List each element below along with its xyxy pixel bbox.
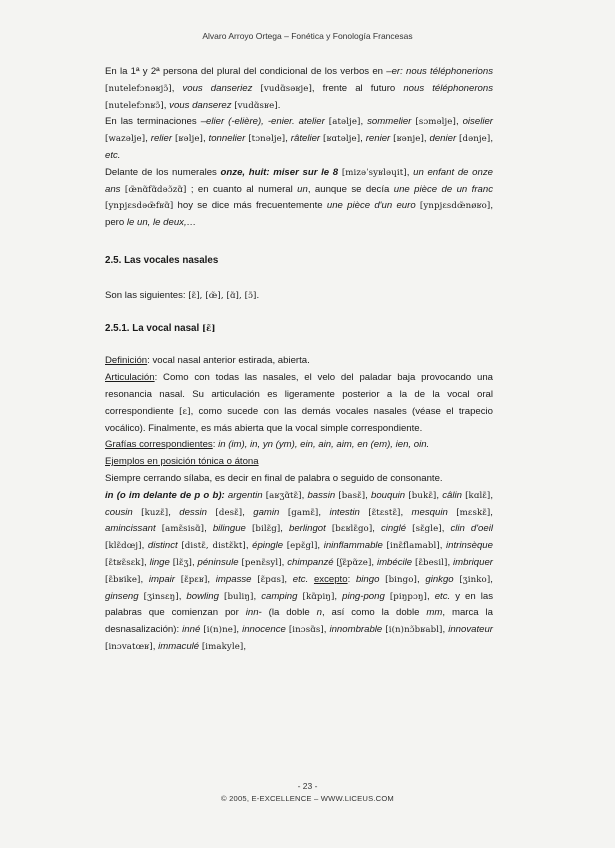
articulation-label: Articulación — [105, 372, 155, 384]
ipa-transcription: [ʒinsɛŋ] — [143, 591, 179, 602]
ipa-transcription: [ɛ̃bʁike] — [105, 574, 141, 585]
examples-paragraph — [105, 488, 493, 656]
example-word: berlingot — [289, 523, 326, 535]
text: : — [212, 439, 219, 451]
example-word: ginkgo — [425, 573, 454, 585]
ipa-transcription: [ynpjɛsdəœ̃fʁɑ̃] — [105, 201, 174, 212]
example-word: distinct — [147, 540, 178, 552]
examples-lead: in (o im delante de p o b): — [105, 489, 228, 501]
example-word: dessin — [179, 506, 207, 518]
ipa-transcription: [sɔməlje] — [415, 117, 456, 128]
exceptions-label: excepto — [313, 573, 348, 585]
paragraph-numerals — [105, 165, 493, 232]
example-word: innovateur — [448, 624, 493, 636]
example-word: ginseng — [105, 590, 139, 602]
text: . — [256, 289, 260, 301]
example-word: sommelier — [367, 116, 412, 128]
ipa-transcription: [i(n)nɔ̃bʁabl] — [385, 625, 443, 636]
text: , así como la doble — [321, 607, 427, 619]
definition-label: Definición — [105, 355, 148, 367]
ipa-transcription: [ɛ̃] — [201, 323, 216, 334]
example-word: inn- — [245, 607, 262, 619]
ipa-transcription: [kɑlɛ̃] — [465, 490, 491, 501]
text: ; en cuanto al numeral — [186, 183, 298, 195]
ipa-transcription: [imakyle] — [201, 641, 244, 652]
example-word: râtelier — [290, 133, 321, 145]
example-word: renier — [365, 133, 391, 145]
ipa-transcription: [piŋpɔŋ] — [389, 591, 427, 602]
ipa-transcription: [ʁəlje] — [174, 134, 203, 145]
ipa-transcription: [ʃɛ̃pɑ̃ze] — [336, 557, 372, 568]
ipa-transcription: [inɛ̃flamabl] — [386, 541, 440, 552]
example-word: innombrable — [329, 624, 383, 636]
ipa-transcription: [nutelefɔnəʁjɔ̃] — [105, 83, 172, 94]
example-word: bingo — [355, 573, 380, 585]
ipa-transcription: [aʁʒɑ̃tɛ̃] — [265, 490, 302, 501]
ipa-transcription: [inɔvatœʁ] — [105, 641, 153, 652]
example-word: intestin — [329, 506, 360, 518]
ipa-transcription: [dənje] — [459, 134, 491, 145]
example-word: onze, huit: miser sur le 8 — [220, 166, 339, 178]
example-word: immaculé — [158, 640, 200, 652]
ipa-transcription: [epɛ̃gl] — [286, 541, 318, 552]
text: , — [171, 82, 183, 94]
text: , — [406, 166, 414, 178]
example-word: inné — [182, 624, 201, 636]
copyright-footer: © 2005, E-EXCELLENCE – WWW.LICEUS.COM — [221, 794, 394, 803]
example-word: argentin — [227, 489, 263, 501]
text: (la doble — [261, 607, 317, 619]
example-word: –elier (-elière), -enier. atelier — [200, 116, 325, 128]
ipa-transcription: [bɛʁlɛ̃go] — [331, 524, 373, 535]
ipa-transcription: [vudɑ̃sʁe] — [234, 100, 278, 111]
ipa-transcription: [tɔnəlje] — [248, 134, 286, 145]
ipa-transcription: [sɛ̃gle] — [412, 524, 442, 535]
text: , — [285, 133, 291, 145]
text: , — [490, 133, 493, 145]
text: , marca la desnasalización): — [105, 607, 494, 636]
text: Delante de los numerales — [105, 166, 221, 178]
ipa-transcription: [ɛ̃tɛstɛ̃] — [368, 507, 401, 518]
ipa-transcription: [amɛ̃sisɑ̃] — [161, 524, 205, 535]
ipa-transcription: [ɛ] — [179, 406, 191, 417]
ipa-transcription: [ɛ̃besil] — [415, 557, 448, 568]
text: , pero — [105, 200, 493, 229]
ipa-transcription: [mɛskɛ̃] — [456, 507, 491, 518]
example-word: épingle — [252, 540, 284, 552]
text: , — [202, 133, 209, 145]
example-word: vous danserez — [169, 99, 232, 111]
exceptions-list: bingo [bingo], ginkgo [ʒinko], ginseng [ʒinsɛŋ], bowling [buliŋ], camping [kɑ̃piŋ], ping-pong [piŋpɔŋ], — [105, 573, 493, 602]
spellings-list: in (im), in, yn (ym), ein, ain, aim, en (em), ien, oin. — [218, 439, 430, 451]
example-word: mesquin — [411, 506, 448, 518]
ipa-transcription: [kɑ̃piŋ] — [302, 591, 335, 602]
text: , como sucede con las demás vocales nasales (véase el trapecio vocálico). Finalmente, es más abierta que la vocal simple correspondiente. — [105, 405, 494, 434]
ipa-transcription: [buliŋ] — [224, 591, 254, 602]
example-word: un — [297, 183, 308, 195]
ipa-transcription: [bilɛ̃g] — [251, 524, 281, 535]
paragraph-conditional — [105, 64, 493, 114]
example-word: un enfant de onze ans — [105, 166, 493, 195]
spellings-line — [105, 437, 493, 454]
text: : vocal nasal anterior estirada, abierta. — [147, 355, 310, 367]
example-word: bilingue — [212, 523, 246, 535]
ipa-transcription: [basɛ̃] — [338, 490, 366, 501]
articulation-paragraph — [105, 370, 493, 437]
page-content — [105, 64, 493, 656]
page-number: - 23 - — [297, 781, 318, 791]
paragraph-nasal-list — [105, 288, 493, 305]
example-word: impair — [148, 573, 175, 585]
example-word: n — [316, 607, 322, 619]
ipa-transcription: [ɛ̃tʁɛ̃sɛk] — [105, 557, 145, 568]
example-word: câlin — [442, 489, 462, 501]
text: , — [163, 99, 170, 111]
example-word: imbriquer — [453, 556, 493, 568]
running-header: Alvaro Arroyo Ortega – Fonética y Fonología Francesas — [202, 31, 413, 41]
example-word: etc. — [434, 590, 451, 602]
text: , — [145, 133, 151, 145]
ipa-transcription: [penɛ̃syl] — [241, 557, 282, 568]
definition-line — [105, 353, 493, 370]
text: : — [347, 573, 356, 585]
ipa-transcription: [œ̃nɑ̃fɑ̃dəɔ̃zɑ̃] — [124, 184, 187, 195]
ipa-transcription: [ʁənje] — [393, 134, 424, 145]
example-word: le un, le deux,… — [126, 217, 197, 229]
denasalization-list: inné [i(n)ne], innocence [inɔsɑ̃s], innombrable [i(n)nɔ̃bʁabl], innovateur [inɔvatœʁ], immaculé [imakyle], — [105, 624, 493, 652]
example-word: oiselier — [462, 116, 493, 128]
ipa-transcription: [bingo] — [385, 574, 417, 585]
ipa-transcription: [ɛ̃pɑs] — [257, 574, 285, 585]
heading-text: 2.5.1. La vocal nasal — [105, 322, 202, 334]
ipa-transcription: [inɔsɑ̃s] — [288, 625, 324, 636]
ipa-transcription: [atəlje] — [328, 117, 361, 128]
example-word: mm — [426, 607, 443, 619]
examples-list: argentin [aʁʒɑ̃tɛ̃], bassin [basɛ̃], bouquin [bukɛ̃], câlin [kɑlɛ̃], cousin [kuzɛ̃], dessin [desɛ̃], gamin [gamɛ̃], intestin [ɛ̃tɛstɛ̃], mesquin [mɛskɛ̃], amincissant [amɛ̃sisɑ̃], bilingue [bilɛ̃g], berlingot [bɛʁlɛ̃go], cinglé [sɛ̃gle], clin d'oeil [klɛ̃dœj], distinct [distɛ̃, distɛ̃kt], épingle [epɛ̃gl], ininflammable [inɛ̃flamabl], intrinsèque [ɛ̃tʁɛ̃sɛk], linge [lɛ̃ʒ], péninsule [penɛ̃syl], chimpanzé [ʃɛ̃pɑ̃ze], imbécile [ɛ̃besil], imbriquer [ɛ̃bʁike], impair [ɛ̃pɛʁ], impasse [ɛ̃pɑs], etc. — [105, 489, 493, 585]
ipa-transcription: [gamɛ̃] — [287, 507, 319, 518]
text: : Como con todas las nasales, el velo del paladar baja provocando una resonancia nasal. Su articulación es ligeramente posterior a la de la vocal oral correspondiente — [105, 372, 493, 417]
example-word: cinglé — [381, 523, 407, 535]
text: . — [277, 99, 281, 111]
example-word: linge — [149, 556, 170, 568]
example-word: tonnelier — [208, 133, 246, 145]
ipa-transcription: [distɛ̃, distɛ̃kt] — [181, 541, 246, 552]
example-word: cousin — [105, 506, 133, 518]
example-word: ping-pong — [342, 590, 385, 602]
text: , — [423, 133, 430, 145]
ipa-transcription: [mizəˈsyʁləɥit] — [341, 167, 407, 178]
example-word: amincissant — [105, 523, 156, 535]
paragraph-terminations — [105, 114, 493, 164]
example-word: péninsule — [197, 556, 239, 568]
text: y en las palabras que comienzan por — [105, 590, 493, 619]
example-word: gamin — [253, 506, 280, 518]
example-word: une pièce d'un euro — [326, 200, 416, 212]
ipa-transcription: [lɛ̃ʒ] — [172, 557, 192, 568]
example-word: vous danseriez — [182, 82, 253, 94]
ipa-transcription: [kuzɛ̃] — [141, 507, 169, 518]
section-heading-vowel-e-nasal — [105, 321, 493, 338]
ipa-transcription: [ɛ̃pɛʁ] — [180, 574, 208, 585]
text: hoy se dice más frecuentemente — [173, 200, 327, 212]
text: En la 1ª y 2ª persona del plural del condicional de los verbos en — [105, 66, 387, 77]
example-word: etc. — [292, 573, 309, 585]
example-word: imbécile — [376, 556, 413, 568]
text: , aunque se decía — [307, 183, 394, 195]
example-word: innocence — [242, 624, 286, 636]
examples-label: Ejemplos en posición tónica o átona — [105, 456, 259, 468]
text: , — [360, 116, 368, 128]
example-word: impasse — [215, 573, 252, 585]
example-word: une pièce de un franc — [393, 183, 494, 195]
ipa-transcription: [ʁɑtəlje] — [323, 134, 361, 145]
ipa-transcription: [i(n)ne] — [203, 625, 237, 636]
example-word: bassin — [307, 489, 336, 501]
example-word: etc. — [105, 149, 121, 161]
ipa-transcription: [ɛ̃], [œ̃], [ɑ̃], [ɔ̃] — [188, 290, 257, 301]
ipa-transcription: [nutelefɔnʁɔ̃] — [105, 100, 164, 111]
example-word: camping — [261, 590, 298, 602]
example-word: intrinsèque — [446, 540, 493, 552]
example-word: clin d'oeil — [450, 523, 493, 535]
text: , — [360, 133, 366, 145]
examples-heading — [105, 454, 493, 471]
ipa-transcription: [bukɛ̃] — [408, 490, 437, 501]
example-word: denier — [429, 133, 457, 145]
example-word: bouquin — [371, 489, 406, 501]
examples-intro: Siempre cerrando sílaba, es decir en final de palabra o seguido de consonante. — [105, 472, 443, 484]
ipa-transcription: [klɛ̃dœj] — [105, 541, 142, 552]
ipa-transcription: [ʒinko] — [459, 574, 491, 585]
example-word: nous téléphonerons — [403, 82, 493, 94]
example-word: bowling — [186, 590, 219, 602]
ipa-transcription: [vudɑ̃səʁje] — [260, 83, 312, 94]
ipa-transcription: [ynpjɛsdœ̃nøʁo] — [419, 201, 491, 212]
text: Son las siguientes: — [105, 289, 189, 301]
text: , frente al futuro — [311, 82, 404, 94]
example-word: chimpanzé — [287, 556, 334, 568]
text: , — [455, 116, 463, 128]
spellings-label: Grafías correspondientes — [105, 439, 213, 451]
example-word: relier — [150, 133, 173, 145]
section-heading-nasal-vowels: 2.5. Las vocales nasales — [105, 254, 219, 266]
example-word: ininflammable — [323, 540, 383, 552]
ipa-transcription: [desɛ̃] — [215, 507, 243, 518]
ipa-transcription: [wazəlje] — [105, 134, 146, 145]
text: En las terminaciones — [105, 116, 201, 128]
example-word: –er: nous téléphonerions — [386, 66, 494, 77]
